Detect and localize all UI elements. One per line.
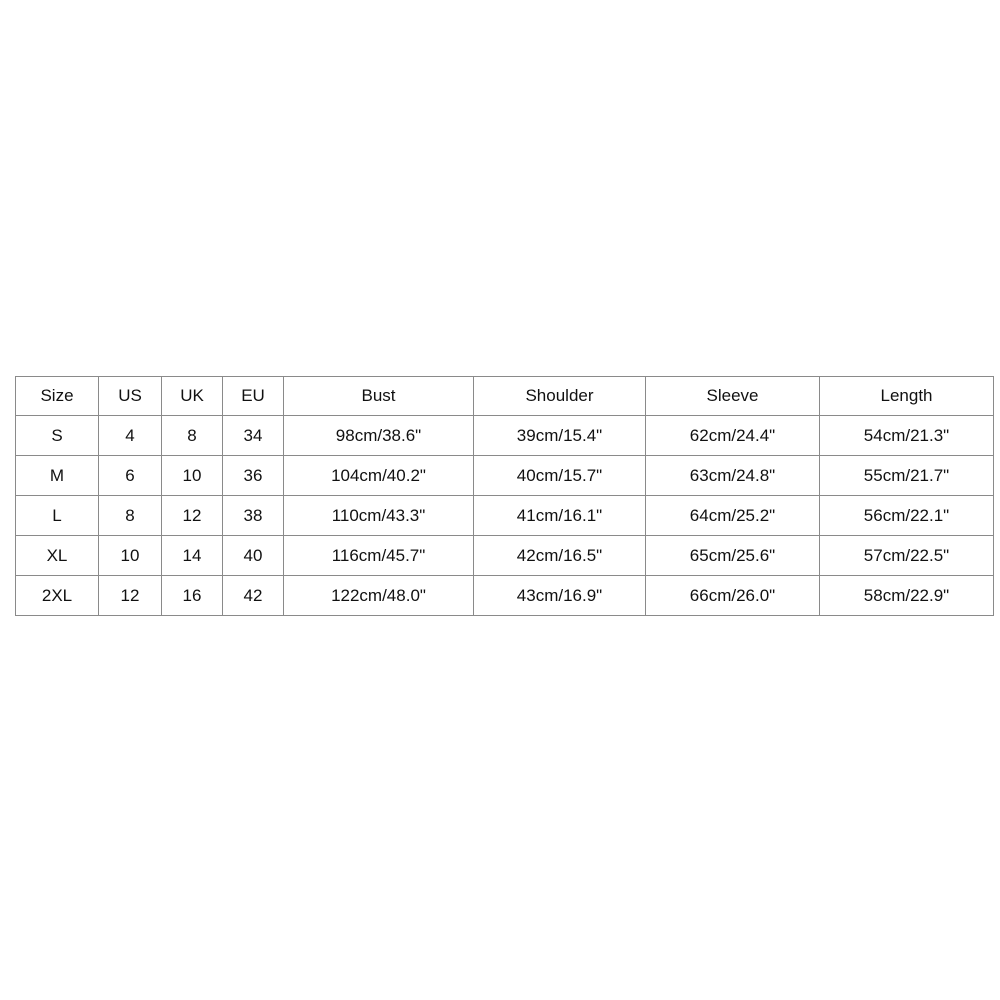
cell-us: 12 bbox=[99, 576, 162, 616]
cell-length: 56cm/22.1" bbox=[820, 496, 994, 536]
header-bust: Bust bbox=[284, 377, 474, 416]
table-row bbox=[16, 496, 994, 536]
table-row bbox=[16, 456, 994, 496]
cell-us: 10 bbox=[99, 536, 162, 576]
cell-size: M bbox=[16, 456, 99, 496]
cell-length: 55cm/21.7" bbox=[820, 456, 994, 496]
cell-length: 54cm/21.3" bbox=[820, 416, 994, 456]
table-row bbox=[16, 536, 994, 576]
cell-us: 8 bbox=[99, 496, 162, 536]
header-uk: UK bbox=[162, 377, 223, 416]
table-row bbox=[16, 576, 994, 616]
cell-shoulder: 39cm/15.4" bbox=[474, 416, 646, 456]
cell-sleeve: 62cm/24.4" bbox=[646, 416, 820, 456]
header-us: US bbox=[99, 377, 162, 416]
cell-eu: 38 bbox=[223, 496, 284, 536]
cell-bust: 122cm/48.0" bbox=[284, 576, 474, 616]
cell-uk: 12 bbox=[162, 496, 223, 536]
table-header-row bbox=[16, 377, 994, 416]
cell-uk: 14 bbox=[162, 536, 223, 576]
cell-size: XL bbox=[16, 536, 99, 576]
cell-shoulder: 41cm/16.1" bbox=[474, 496, 646, 536]
cell-bust: 98cm/38.6" bbox=[284, 416, 474, 456]
cell-eu: 42 bbox=[223, 576, 284, 616]
cell-uk: 16 bbox=[162, 576, 223, 616]
cell-uk: 8 bbox=[162, 416, 223, 456]
cell-eu: 40 bbox=[223, 536, 284, 576]
header-shoulder: Shoulder bbox=[474, 377, 646, 416]
cell-bust: 104cm/40.2" bbox=[284, 456, 474, 496]
cell-sleeve: 64cm/25.2" bbox=[646, 496, 820, 536]
header-size: Size bbox=[16, 377, 99, 416]
header-sleeve: Sleeve bbox=[646, 377, 820, 416]
cell-shoulder: 43cm/16.9" bbox=[474, 576, 646, 616]
cell-size: 2XL bbox=[16, 576, 99, 616]
cell-bust: 110cm/43.3" bbox=[284, 496, 474, 536]
cell-us: 4 bbox=[99, 416, 162, 456]
cell-bust: 116cm/45.7" bbox=[284, 536, 474, 576]
cell-shoulder: 40cm/15.7" bbox=[474, 456, 646, 496]
cell-us: 6 bbox=[99, 456, 162, 496]
size-chart-table bbox=[15, 376, 994, 616]
cell-size: S bbox=[16, 416, 99, 456]
cell-length: 57cm/22.5" bbox=[820, 536, 994, 576]
cell-sleeve: 66cm/26.0" bbox=[646, 576, 820, 616]
cell-uk: 10 bbox=[162, 456, 223, 496]
cell-length: 58cm/22.9" bbox=[820, 576, 994, 616]
table-row bbox=[16, 416, 994, 456]
cell-sleeve: 65cm/25.6" bbox=[646, 536, 820, 576]
cell-shoulder: 42cm/16.5" bbox=[474, 536, 646, 576]
cell-size: L bbox=[16, 496, 99, 536]
cell-eu: 36 bbox=[223, 456, 284, 496]
header-length: Length bbox=[820, 377, 994, 416]
cell-eu: 34 bbox=[223, 416, 284, 456]
header-eu: EU bbox=[223, 377, 284, 416]
cell-sleeve: 63cm/24.8" bbox=[646, 456, 820, 496]
